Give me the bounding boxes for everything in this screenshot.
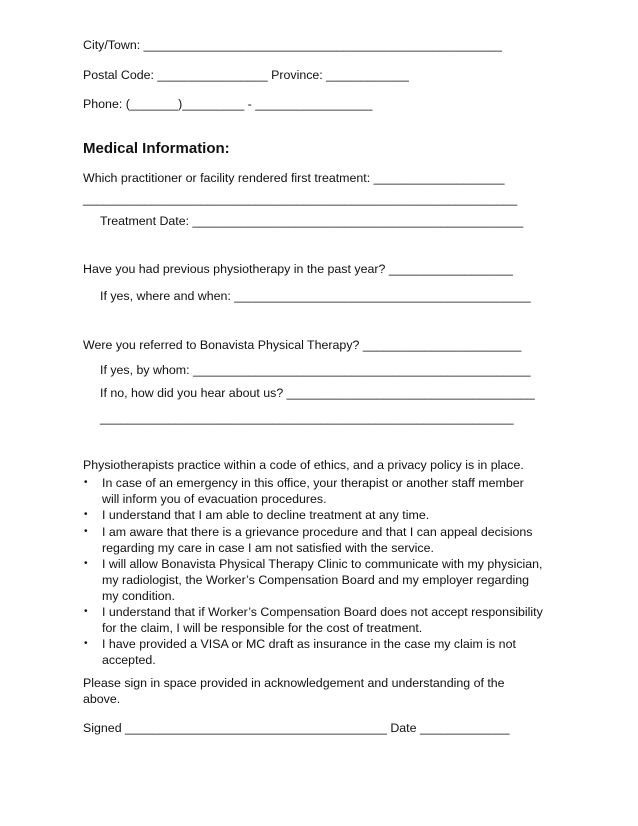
heard-about-extra-line[interactable]: ____________________________________________________________: [100, 411, 514, 425]
treatment-date-field[interactable]: Treatment Date: ________________________________________________: [100, 214, 524, 228]
referred-field[interactable]: Were you referred to Bonavista Physical Therapy? _______________________: [83, 338, 522, 352]
ethics-item-text: my radiologist, the Worker’s Compensation Board and my employer regarding: [102, 573, 529, 587]
please-sign-line-2: above.: [83, 692, 121, 706]
bullet-mark: •: [84, 606, 88, 617]
bullet-mark: •: [84, 509, 88, 520]
ethics-item-text: will inform you of evacuation procedures.: [102, 492, 327, 506]
practitioner-extra-line[interactable]: _______________________________________________________________: [83, 192, 518, 206]
ethics-item-text: I understand that if Worker’s Compensation Board does not accept responsibility: [102, 605, 543, 619]
referred-by-field[interactable]: If yes, by whom: _________________________________________________: [100, 363, 531, 377]
heard-about-field[interactable]: If no, how did you hear about us? ____________________________________: [100, 386, 535, 400]
ethics-item-text: I am aware that there is a grievance procedure and that I can appeal decisions: [102, 525, 533, 539]
city-field[interactable]: City/Town: ____________________________________________________: [83, 38, 502, 52]
ethics-item-text: for the claim, I will be responsible for the cost of treatment.: [102, 621, 423, 635]
signature-date-field[interactable]: Signed ______________________________________ Date _____________: [83, 721, 510, 735]
ethics-item-text: I will allow Bonavista Physical Therapy Clinic to communicate with my physician,: [102, 557, 543, 571]
ethics-intro: Physiotherapists practice within a code of ethics, and a privacy policy is in place.: [83, 458, 524, 472]
ethics-item-text: my condition.: [102, 589, 176, 603]
bullet-mark: •: [84, 477, 88, 488]
phone-field[interactable]: Phone: (_______)_________ - _________________: [83, 97, 373, 111]
postal-province-field[interactable]: Postal Code: ________________ Province: ____________: [83, 68, 409, 82]
ethics-item-text: I have provided a VISA or MC draft as insurance in the case my claim is not: [102, 637, 516, 651]
ethics-item-text: accepted.: [102, 653, 156, 667]
bullet-mark: •: [84, 558, 88, 569]
where-when-field[interactable]: If yes, where and when: ___________________________________________: [100, 289, 531, 303]
bullet-mark: •: [84, 638, 88, 649]
previous-physio-field[interactable]: Have you had previous physiotherapy in the past year? __________________: [83, 262, 513, 276]
ethics-item-text: I understand that I am able to decline treatment at any time.: [102, 508, 430, 522]
ethics-item-text: In case of an emergency in this office, your therapist or another staff member: [102, 476, 524, 490]
please-sign-line-1: Please sign in space provided in acknowledgement and understanding of the: [83, 676, 505, 690]
ethics-item-text: regarding my care in case I am not satisfied with the service.: [102, 541, 434, 555]
bullet-mark: •: [84, 526, 88, 537]
practitioner-field[interactable]: Which practitioner or facility rendered first treatment: ___________________: [83, 171, 505, 185]
medical-info-heading: Medical Information:: [83, 140, 230, 157]
